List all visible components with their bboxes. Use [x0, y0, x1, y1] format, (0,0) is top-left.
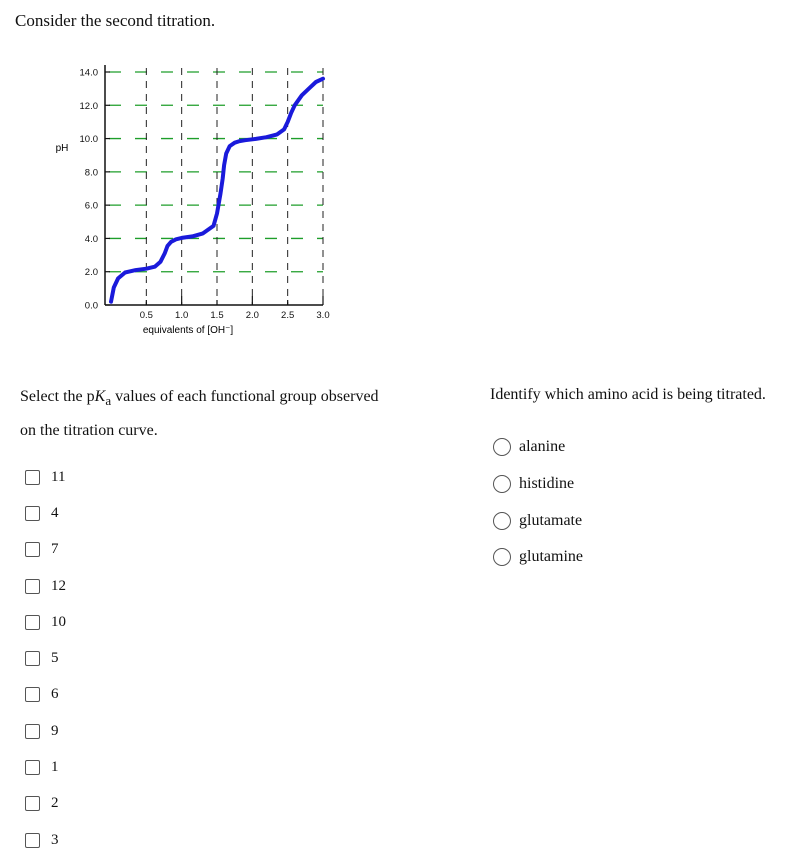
pka-question-suffix: values of each functional group observed: [115, 388, 379, 405]
amino-acid-radio-list: [493, 429, 583, 576]
amino-acid-option[interactable]: [493, 539, 583, 576]
checkbox[interactable]: [25, 470, 40, 485]
radio-button[interactable]: [493, 475, 511, 493]
pka-option[interactable]: [25, 532, 66, 568]
checkbox[interactable]: [25, 506, 40, 521]
y-tick-label: 8.0: [84, 167, 98, 179]
pka-option[interactable]: [25, 459, 66, 495]
pka-checkbox-list: [25, 459, 66, 858]
amino-acid-option[interactable]: [493, 502, 583, 539]
x-tick-label: 0.5: [139, 310, 153, 321]
x-tick-label: 2.5: [281, 310, 295, 321]
pka-k: K: [94, 388, 106, 405]
pka-option[interactable]: [25, 749, 66, 785]
checkbox[interactable]: [25, 579, 40, 594]
amino-acid-option[interactable]: [493, 466, 583, 503]
radio-button[interactable]: [493, 548, 511, 566]
y-tick-label: 2.0: [84, 267, 98, 279]
checkbox[interactable]: [25, 687, 40, 702]
radio-button[interactable]: [493, 512, 511, 530]
pka-question-line2: on the titration curve.: [20, 422, 158, 439]
y-axis-label: pH: [55, 143, 69, 154]
question-heading: Consider the second titration.: [15, 11, 216, 30]
x-tick-group: [140, 296, 330, 321]
checkbox[interactable]: [25, 833, 40, 848]
x-tick-label: 1.0: [175, 310, 189, 321]
amino-acid-label: glutamate: [519, 511, 583, 529]
pka-question-prefix: Select the: [20, 388, 83, 405]
pka-option-label: 2: [51, 795, 59, 812]
pka-question: [20, 382, 460, 446]
checkbox[interactable]: [25, 542, 40, 557]
y-tick-label: 12.0: [79, 100, 98, 112]
pka-option-label: 3: [51, 831, 59, 848]
titration-chart: [0, 55, 340, 345]
pka-option-label: 11: [51, 468, 66, 485]
pka-option[interactable]: [25, 604, 66, 640]
amino-acid-option[interactable]: [493, 429, 583, 466]
pka-symbol: [86, 388, 112, 408]
x-tick-label: 3.0: [316, 310, 330, 321]
amino-acid-label: glutamine: [519, 548, 583, 566]
x-axis-label: equivalents of [OH⁻]: [142, 325, 234, 336]
pka-option-label: 12: [51, 577, 66, 594]
pka-option-label: 1: [51, 759, 59, 776]
amino-acid-label: histidine: [519, 475, 575, 493]
pka-option[interactable]: [25, 495, 66, 531]
pka-option[interactable]: [25, 677, 66, 713]
checkbox[interactable]: [25, 724, 40, 739]
x-tick-label: 2.0: [245, 310, 259, 321]
amino-acid-question: Identify which amino acid is being titrated.: [490, 386, 766, 403]
checkbox[interactable]: [25, 651, 40, 666]
pka-p: p: [86, 388, 95, 405]
y-tick-label: 14.0: [79, 67, 98, 79]
pka-option[interactable]: [25, 640, 66, 676]
checkbox[interactable]: [25, 760, 40, 775]
pka-option[interactable]: [25, 786, 66, 822]
checkbox[interactable]: [25, 796, 40, 811]
pka-option[interactable]: [25, 713, 66, 749]
pka-option-label: 5: [51, 650, 59, 667]
y-tick-label: 4.0: [84, 233, 98, 245]
pka-question-line1: [20, 382, 460, 416]
pka-option[interactable]: [25, 822, 66, 858]
x-tick-label: 1.5: [210, 310, 224, 321]
pka-option-label: 7: [51, 541, 59, 558]
pka-option[interactable]: [25, 568, 66, 604]
radio-button[interactable]: [493, 438, 511, 456]
y-tick-label: 10.0: [79, 134, 98, 146]
pka-option-label: 10: [51, 613, 66, 630]
pka-option-label: 9: [51, 722, 59, 739]
y-tick-label: 0.0: [84, 300, 98, 312]
y-tick-label: 6.0: [84, 200, 98, 212]
pka-sub: a: [105, 393, 112, 408]
pka-option-label: 6: [51, 686, 59, 703]
checkbox[interactable]: [25, 615, 40, 630]
amino-acid-label: alanine: [519, 438, 566, 456]
pka-option-label: 4: [51, 504, 59, 521]
